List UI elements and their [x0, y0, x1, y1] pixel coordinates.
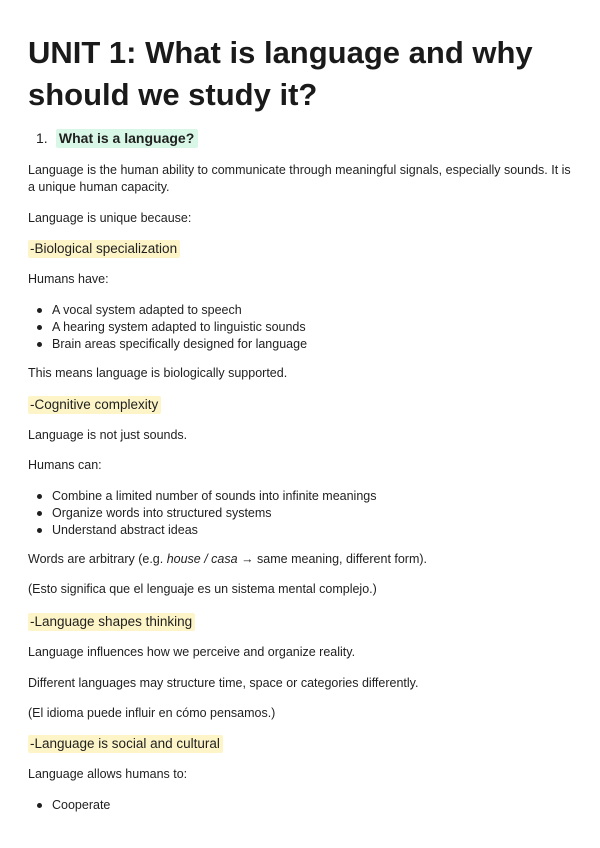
arbitrary-paragraph	[28, 551, 573, 568]
thinking-p1: Language influences how we perceive and organize reality.	[28, 645, 356, 659]
definition-paragraph: Language is the human ability to communicate through meaningful signals, especially sounds. It is a unique human capacity.	[28, 163, 571, 194]
section-heading	[36, 130, 198, 147]
thinking-heading	[28, 613, 573, 631]
section-number: 1.	[36, 130, 48, 146]
list-item: Combine a limited number of sounds into infinite meanings	[28, 488, 376, 505]
thinking-spanish-note: (El idioma puede influir en cómo pensamos.)	[28, 706, 276, 720]
social-list	[28, 797, 110, 814]
cognitive-spanish-note: (Esto significa que el lenguaje es un sistema mental complejo.)	[28, 582, 377, 596]
thinking-p2: Different languages may structure time, space or categories differently.	[28, 676, 419, 690]
cognitive-heading	[28, 396, 573, 414]
bio-intro: Humans have:	[28, 272, 109, 286]
cognitive-intro: Humans can:	[28, 458, 102, 472]
list-item: Understand abstract ideas	[28, 522, 376, 539]
cognitive-list	[28, 488, 376, 539]
list-item: A vocal system adapted to speech	[28, 302, 307, 319]
social-heading-label: -Language is social and cultural	[28, 735, 223, 753]
arbitrary-text-after: → same meaning, different form).	[237, 552, 428, 566]
cognitive-p1: Language is not just sounds.	[28, 428, 188, 442]
list-item: Brain areas specifically designed for language	[28, 336, 307, 353]
social-intro: Language allows humans to:	[28, 767, 188, 781]
page-title: UNIT 1: What is language and why should we study it?	[28, 35, 533, 112]
bio-list	[28, 302, 307, 353]
thinking-heading-label: -Language shapes thinking	[28, 613, 195, 631]
arbitrary-example: house / casa	[166, 552, 238, 566]
list-item: A hearing system adapted to linguistic sounds	[28, 319, 307, 336]
bio-conclusion: This means language is biologically supported.	[28, 366, 288, 380]
unique-because-text: Language is unique because:	[28, 211, 192, 225]
social-heading	[28, 735, 573, 753]
arbitrary-text-before: Words are arbitrary (e.g.	[28, 552, 167, 566]
bio-heading	[28, 240, 573, 258]
list-item: Cooperate	[28, 797, 110, 814]
cognitive-heading-label: -Cognitive complexity	[28, 396, 161, 414]
bio-heading-label: -Biological specialization	[28, 240, 180, 258]
section-title: What is a language?	[56, 129, 198, 148]
list-item: Organize words into structured systems	[28, 505, 376, 522]
